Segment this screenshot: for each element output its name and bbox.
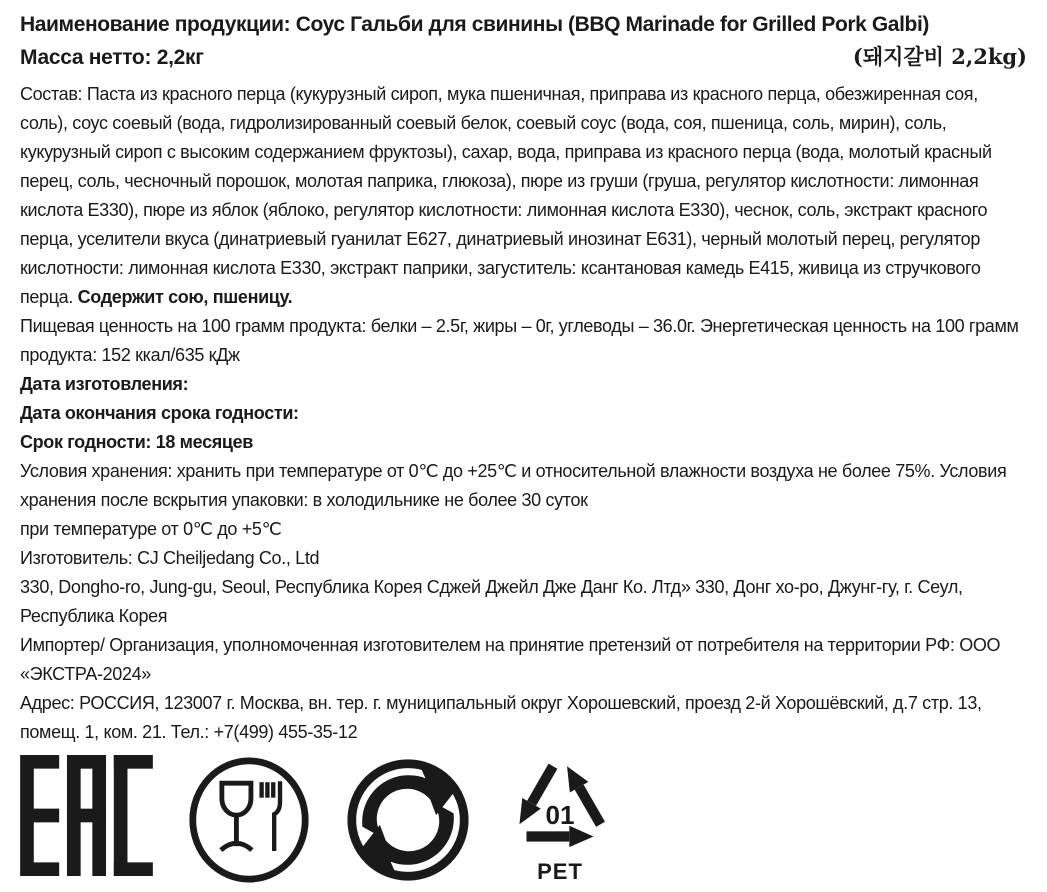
storage-temp-after-opening: при температуре от 0℃ до +5℃ xyxy=(20,519,282,539)
product-name-line: Наименование продукции: Соус Гальби для свинины (BBQ Marinade for Grilled Pork Galbi) xyxy=(20,13,929,36)
net-weight: Масса нетто: 2,2кг xyxy=(20,46,204,69)
pet-recycling-mark xyxy=(504,755,616,883)
shelf-life: Срок годности: 18 месяцев xyxy=(20,432,253,452)
importer: Импортер/ Организация, уполномоченная изготовителем на принятие претензий от потребителя на территории РФ: ООО «ЭКСТРА-2024» xyxy=(20,635,1001,684)
ingredients-paragraph xyxy=(20,80,1027,312)
recycling-material-label: PET xyxy=(537,859,583,884)
green-dot-icon xyxy=(345,755,471,885)
recycling-triangle-icon xyxy=(504,755,616,863)
ingredients-text: Состав: Паста из красного перца (кукурузный сироп, мука пшеничная, приправа из красного перца, обезжиренная соя, соль), соус соевый (вода, гидролизированный соевый белок, соевый соус (вода, соя, пшеница, соль, мирин), соль, кукурузный сироп с высоким содержанием фруктозы), сахар, вода, приправа из красного перца (вода, молотый красный перец, соль, чесночный порошок, молотая паприка, глюкоза), пюре из груши (груша, регулятор кислотности: лимонная кислота Е330), пюре из яблок (яблоко, регулятор кислотности: лимонная кислота Е330), чеснок, соль, экстракт красного перца, уселители вкуса (динатриевый гуанилат Е627, динатриевый инозинат Е631), черный молотый перец, регулятор кислотности: лимонная кислота Е330, экстракт паприки, загуститель: ксантановая камедь Е415, живица из стручкового перца. xyxy=(20,84,992,307)
certification-marks-row xyxy=(20,755,1027,885)
korean-weight: (돼지갈비 2,2kg) xyxy=(852,44,1027,69)
manufacture-date-label: Дата изготовления: xyxy=(20,374,189,394)
manufacturer-address: 330, Dongho-ro, Jung-gu, Seoul, Республика Корея Сджей Джейл Дже Данг Ко. Лтд» 330, Донг хо-ро, Джунг-гу, г. Сеул, Республика Корея xyxy=(20,577,963,626)
recycling-code: 01 xyxy=(545,799,575,830)
manufacturer: Изготовитель: CJ Cheiljedang Co., Ltd xyxy=(20,548,320,568)
storage-conditions: Условия хранения: хранить при температуре от 0℃ до +25℃ и относительной влажности воздуха не более 75%. Условия хранения после вскрытия упаковки: в холодильнике не более 30 суток xyxy=(20,461,1007,510)
nutrition-paragraph: Пищевая ценность на 100 грамм продукта: белки – 2.5г, жиры – 0г, углеводы – 36.0г. Энергетическая ценность на 100 грамм продукта: 152 ккал/635 кДж xyxy=(20,316,1019,365)
expiry-date-label: Дата окончания срока годности: xyxy=(20,403,299,423)
importer-address: Адрес: РОССИЯ, 123007 г. Москва, вн. тер. г. муниципальный округ Хорошевский, проезд 2-й Хорошёвский, д.7 стр. 13, помещ. 1, ком. 21. Тел.: +7(499) 455-35-12 xyxy=(20,693,982,742)
food-safe-glass-fork-icon xyxy=(186,755,312,885)
eac-mark-icon xyxy=(20,755,153,876)
allergens-text: Содержит сою, пшеницу. xyxy=(77,287,293,307)
net-weight-row xyxy=(20,41,1027,74)
